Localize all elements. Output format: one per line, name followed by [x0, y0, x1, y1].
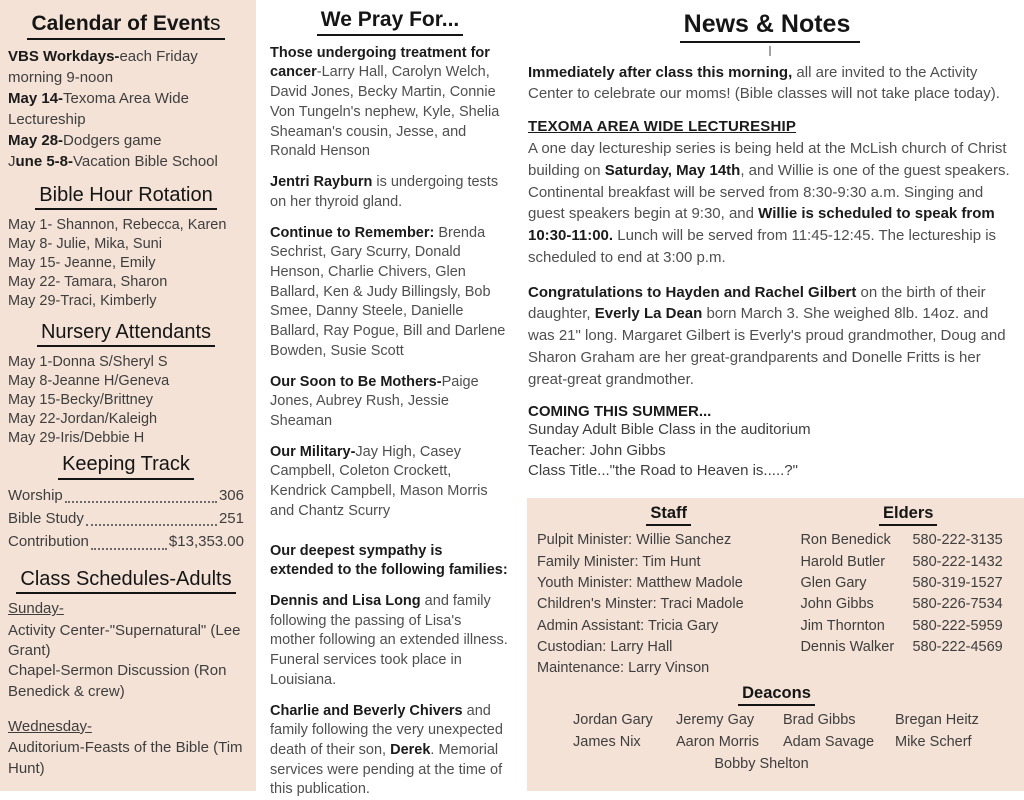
deacons-title-wrap: [537, 684, 1016, 706]
deacon-name: Brad Gibbs: [783, 712, 856, 729]
news-moms-paragraph: [528, 62, 1012, 106]
news-and-notes-title: News & Notes: [680, 10, 861, 43]
plain-text: , and Willie is one of the guest speakers. Continental breakfast will be served from 8:30-9:30 a.m. Singing and guest speakers begin at 9:30, and: [528, 161, 1010, 223]
schedule-day-sunday: Sunday-: [8, 600, 64, 618]
plain-text: Jay High, Casey Campbell, Coleton Crockett, Kendrick Campbell, Mason Morris and Chantz Scurry: [270, 443, 488, 519]
bible-hour-item: May 8- Julie, Mika, Suni: [8, 236, 162, 253]
keeping-track-row-bible-study: [8, 507, 244, 530]
deacons-title: Deacons: [738, 684, 815, 706]
staff-member-line: Maintenance: Larry Vinson: [537, 660, 710, 677]
bold-text: Continue to Remember:: [270, 224, 435, 241]
elders-title-wrap: [800, 504, 1016, 526]
plain-text: Paige Jones, Aubrey Rush, Jessie Sheaman: [270, 373, 479, 429]
nursery-item: May 22-Jordan/Kaleigh: [8, 410, 158, 427]
elder-phone: 580-222-3135: [912, 532, 1003, 549]
elder-row: [800, 637, 1016, 658]
elder-name: Ron Benedick: [800, 532, 891, 549]
elder-name: Glen Gary: [800, 575, 867, 592]
staff-elders-panel: [527, 498, 1024, 791]
keeping-track-row-contribution: [8, 530, 244, 553]
bold-text: Our Soon to Be Mothers-: [270, 373, 442, 390]
bold-text: Jentri Rayburn: [270, 174, 373, 191]
staff-member-line: Youth Minister: Matthew Madole: [537, 575, 743, 592]
calendar-of-events-title: [27, 12, 224, 40]
kt-label-contribution: Contribution: [8, 533, 89, 551]
bold-text: Saturday, May 14th: [604, 161, 741, 179]
plain-text: all are invited to the Activity Center to celebrate our moms! (Bible classes will not take place today).: [528, 63, 1000, 103]
bible-hour-item: May 15- Jeanne, Emily: [8, 255, 156, 272]
prayer-cancer-paragraph: [270, 44, 510, 162]
lectureship-heading: TEXOMA AREA WIDE LECTURESHIP: [528, 118, 797, 135]
plain-text: born March 3. She weighed 8lb. 14oz. and was 21" long. Margaret Gilbert is Everly's proud grandmother, Doug and Sharon Graham are her great-grandparents and Donelle Fritts is her great-great grandmother.: [528, 305, 1006, 388]
elder-name: John Gibbs: [800, 596, 874, 613]
kt-label-worship: Worship: [8, 486, 63, 504]
staff-list: [537, 530, 800, 679]
schedule-line: Activity Center-"Supernatural" (Lee Grant): [8, 621, 241, 660]
plain-text: on the birth of their daughter,: [528, 283, 986, 323]
plain-text: -Larry Hall, Carolyn Welch, David Jones, Becky Martin, Connie Von Tungeln's nephew, Kyle, Shelia Sheaman's cousin, Jesse, and Ronald Henson: [270, 64, 500, 160]
news-title-wrap: [528, 10, 1012, 56]
bold-text: Derek: [390, 742, 431, 759]
summer-line: Sunday Adult Bible Class in the auditorium: [528, 421, 811, 439]
calendar-entry-may28: [8, 130, 244, 151]
summer-lines-list: [528, 420, 1012, 481]
deacon-name: Jeremy Gay: [676, 712, 755, 729]
calendar-entry-vbs: [8, 46, 244, 88]
nursery-attendants-title: Nursery Attendants: [37, 321, 215, 348]
keeping-track-title: Keeping Track: [58, 453, 194, 480]
staff-member-line: Custodian: Larry Hall: [537, 639, 673, 656]
sympathy-heading-paragraph: [270, 542, 510, 581]
nursery-item: May 29-Iris/Debbie H: [8, 429, 145, 446]
deacon-name: Aaron Morris: [676, 733, 759, 750]
elder-name: Jim Thornton: [800, 617, 885, 634]
deacon-name: Jordan Gary: [573, 712, 653, 729]
plain-text: each Friday morning 9-noon: [8, 47, 198, 86]
prayer-column: [256, 0, 520, 798]
pray-title-wrap: [270, 8, 510, 36]
elder-row: [800, 530, 1016, 551]
elder-phone: 580-222-1432: [912, 553, 1003, 570]
plain-text: Dodgers game: [63, 131, 162, 149]
staff-title-wrap: [537, 504, 800, 526]
summer-line: Teacher: John Gibbs: [528, 441, 666, 459]
kt-label-bible-study: Bible Study: [8, 510, 84, 528]
calendar-entry-june: [8, 151, 244, 172]
left-sidebar-panel: [0, 0, 256, 791]
bible-hour-title-wrap: [8, 184, 244, 211]
class-schedules-title: Class Schedules-Adults: [16, 568, 235, 595]
staff-title: Staff: [646, 504, 691, 526]
bible-hour-item: May 1- Shannon, Rebecca, Karen: [8, 217, 227, 234]
bold-text: Our Military-: [270, 443, 356, 460]
dotted-leader: [91, 548, 167, 550]
bible-hour-item: May 22- Tamara, Sharon: [8, 273, 168, 290]
bold-text: Everly La Dean: [594, 305, 703, 323]
elder-phone: 580-319-1527: [912, 575, 1003, 592]
kt-value-contribution: $13,353.00: [168, 533, 244, 551]
staff-member-line: Children's Minster: Traci Madole: [537, 596, 744, 613]
cursor-mark: [769, 46, 771, 56]
bold-text: May 28-: [8, 131, 64, 149]
sympathy-long-paragraph: [270, 592, 510, 691]
plain-text: Vacation Bible School: [73, 152, 218, 170]
staff-member-line: Pulpit Minister: Willie Sanchez: [537, 532, 732, 549]
staff-elders-columns: [537, 504, 1016, 680]
class-schedules-title-wrap: [8, 568, 244, 595]
sympathy-chivers-paragraph: [270, 702, 510, 800]
staff-column: [537, 504, 800, 680]
coming-this-summer-heading: COMING THIS SUMMER...: [528, 403, 712, 421]
prayer-mothers-paragraph: [270, 373, 510, 432]
elder-phone: 580-222-4569: [912, 639, 1003, 656]
staff-member-line: Admin Assistant: Tricia Gary: [537, 617, 719, 634]
prayer-military-paragraph: [270, 443, 510, 522]
plain-text: is undergoing tests on her thyroid gland.: [270, 174, 499, 210]
kt-value-worship: 306: [218, 486, 244, 504]
nursery-list: [8, 353, 244, 447]
plain-text: Lunch will be served from 11:45-12:45. The lectureship is scheduled to end at 3:00 p.m.: [528, 227, 997, 266]
elder-row: [800, 552, 1016, 573]
schedule-line: Auditorium-Feasts of the Bible (Tim Hunt): [8, 739, 243, 777]
plain-text: J: [8, 152, 16, 170]
bold-text: Congratulations to Hayden and Rachel Gilbert: [528, 283, 857, 301]
dotted-leader: [86, 524, 217, 526]
calendar-title-wrap: [8, 12, 244, 40]
elder-name: Dennis Walker: [800, 639, 895, 656]
sunday-schedule-list: [8, 621, 244, 702]
nursery-item: May 1-Donna S/Sheryl S: [8, 354, 168, 371]
plain-text: Brenda Sechrist, Gary Scurry, Donald Henson, Charlie Chivers, Glen Ballard, Ken & Judy Billingsly, Bob Smee, Danny Steele, Danielle Ballard, Ray Pogue, Bill and Darlene Bowden, Susie Scott: [270, 224, 506, 359]
plain-text: . Memorial services were pending at the time of this publication.: [270, 742, 503, 798]
elder-row: [800, 573, 1016, 594]
summer-line: Class Title..."the Road to Heaven is.....?": [528, 461, 798, 479]
plain-text: Texoma Area Wide Lectureship: [8, 89, 189, 128]
elder-name: Harold Butler: [800, 553, 886, 570]
deacons-row: [537, 710, 1016, 732]
deacons-row: [537, 732, 1016, 754]
we-pray-for-title: We Pray For...: [317, 8, 464, 36]
deacon-name: James Nix: [573, 733, 641, 750]
staff-member-line: Family Minister: Tim Hunt: [537, 553, 701, 570]
deacon-name: Adam Savage: [783, 733, 875, 750]
bold-text: Willie is scheduled to speak from 10:30-11:00.: [528, 205, 995, 244]
kt-value-bible-study: 251: [218, 510, 244, 528]
prayer-jentri-paragraph: [270, 173, 510, 212]
calendar-entry-may14: [8, 88, 244, 130]
calendar-title-main: Calendar of Event: [31, 12, 211, 35]
elder-row: [800, 616, 1016, 637]
plain-text: and family following the very unexpected death of their son,: [270, 702, 503, 759]
schedule-day-wednesday: Wednesday-: [8, 717, 92, 735]
bible-hour-title: Bible Hour Rotation: [35, 184, 216, 211]
calendar-title-tail: s: [210, 12, 221, 35]
elders-title: Elders: [879, 504, 937, 526]
bible-hour-item: May 29-Traci, Kimberly: [8, 292, 157, 309]
elders-column: [800, 504, 1016, 680]
deacon-name: Bregan Heitz: [895, 712, 979, 729]
nursery-title-wrap: [8, 321, 244, 348]
elder-phone: 580-222-5959: [912, 617, 1003, 634]
deacon-name-solo: Bobby Shelton: [714, 755, 809, 772]
news-lectureship-paragraph: [528, 138, 1012, 269]
bold-text: Those undergoing treatment for cancer: [270, 44, 490, 81]
deacons-section: [537, 684, 1016, 776]
bold-text: une 5-8-: [15, 152, 74, 170]
bold-text: VBS Workdays-: [8, 47, 120, 65]
nursery-item: May 8-Jeanne H/Geneva: [8, 373, 170, 390]
bible-hour-list: [8, 216, 244, 310]
elder-row: [800, 594, 1016, 615]
bold-text: May 14-: [8, 89, 64, 107]
plain-text: and family following the passing of Lisa's mother following an extended illness. Funeral services took place in Louisiana.: [270, 593, 508, 688]
keeping-track-row-worship: [8, 484, 244, 507]
keeping-track-title-wrap: [8, 453, 244, 480]
elder-phone: 580-226-7534: [912, 596, 1003, 613]
nursery-item: May 15-Becky/Brittney: [8, 391, 154, 408]
wednesday-schedule-list: [8, 738, 244, 779]
bold-text: Dennis and Lisa Long: [270, 593, 421, 610]
news-gilbert-paragraph: [528, 282, 1012, 391]
prayer-remember-paragraph: [270, 224, 510, 362]
schedule-line: Chapel-Sermon Discussion (Ron Benedick & crew): [8, 662, 227, 700]
deacon-name: Mike Scherf: [895, 733, 972, 750]
bold-text: Immediately after class this morning,: [528, 63, 793, 81]
dotted-leader: [65, 501, 217, 503]
bold-text: Our deepest sympathy is extended to the following families:: [270, 542, 508, 579]
plain-text: A one day lectureship series is being held at the McLish church of Christ building on: [528, 140, 1007, 179]
bold-text: Charlie and Beverly Chivers: [270, 702, 467, 719]
